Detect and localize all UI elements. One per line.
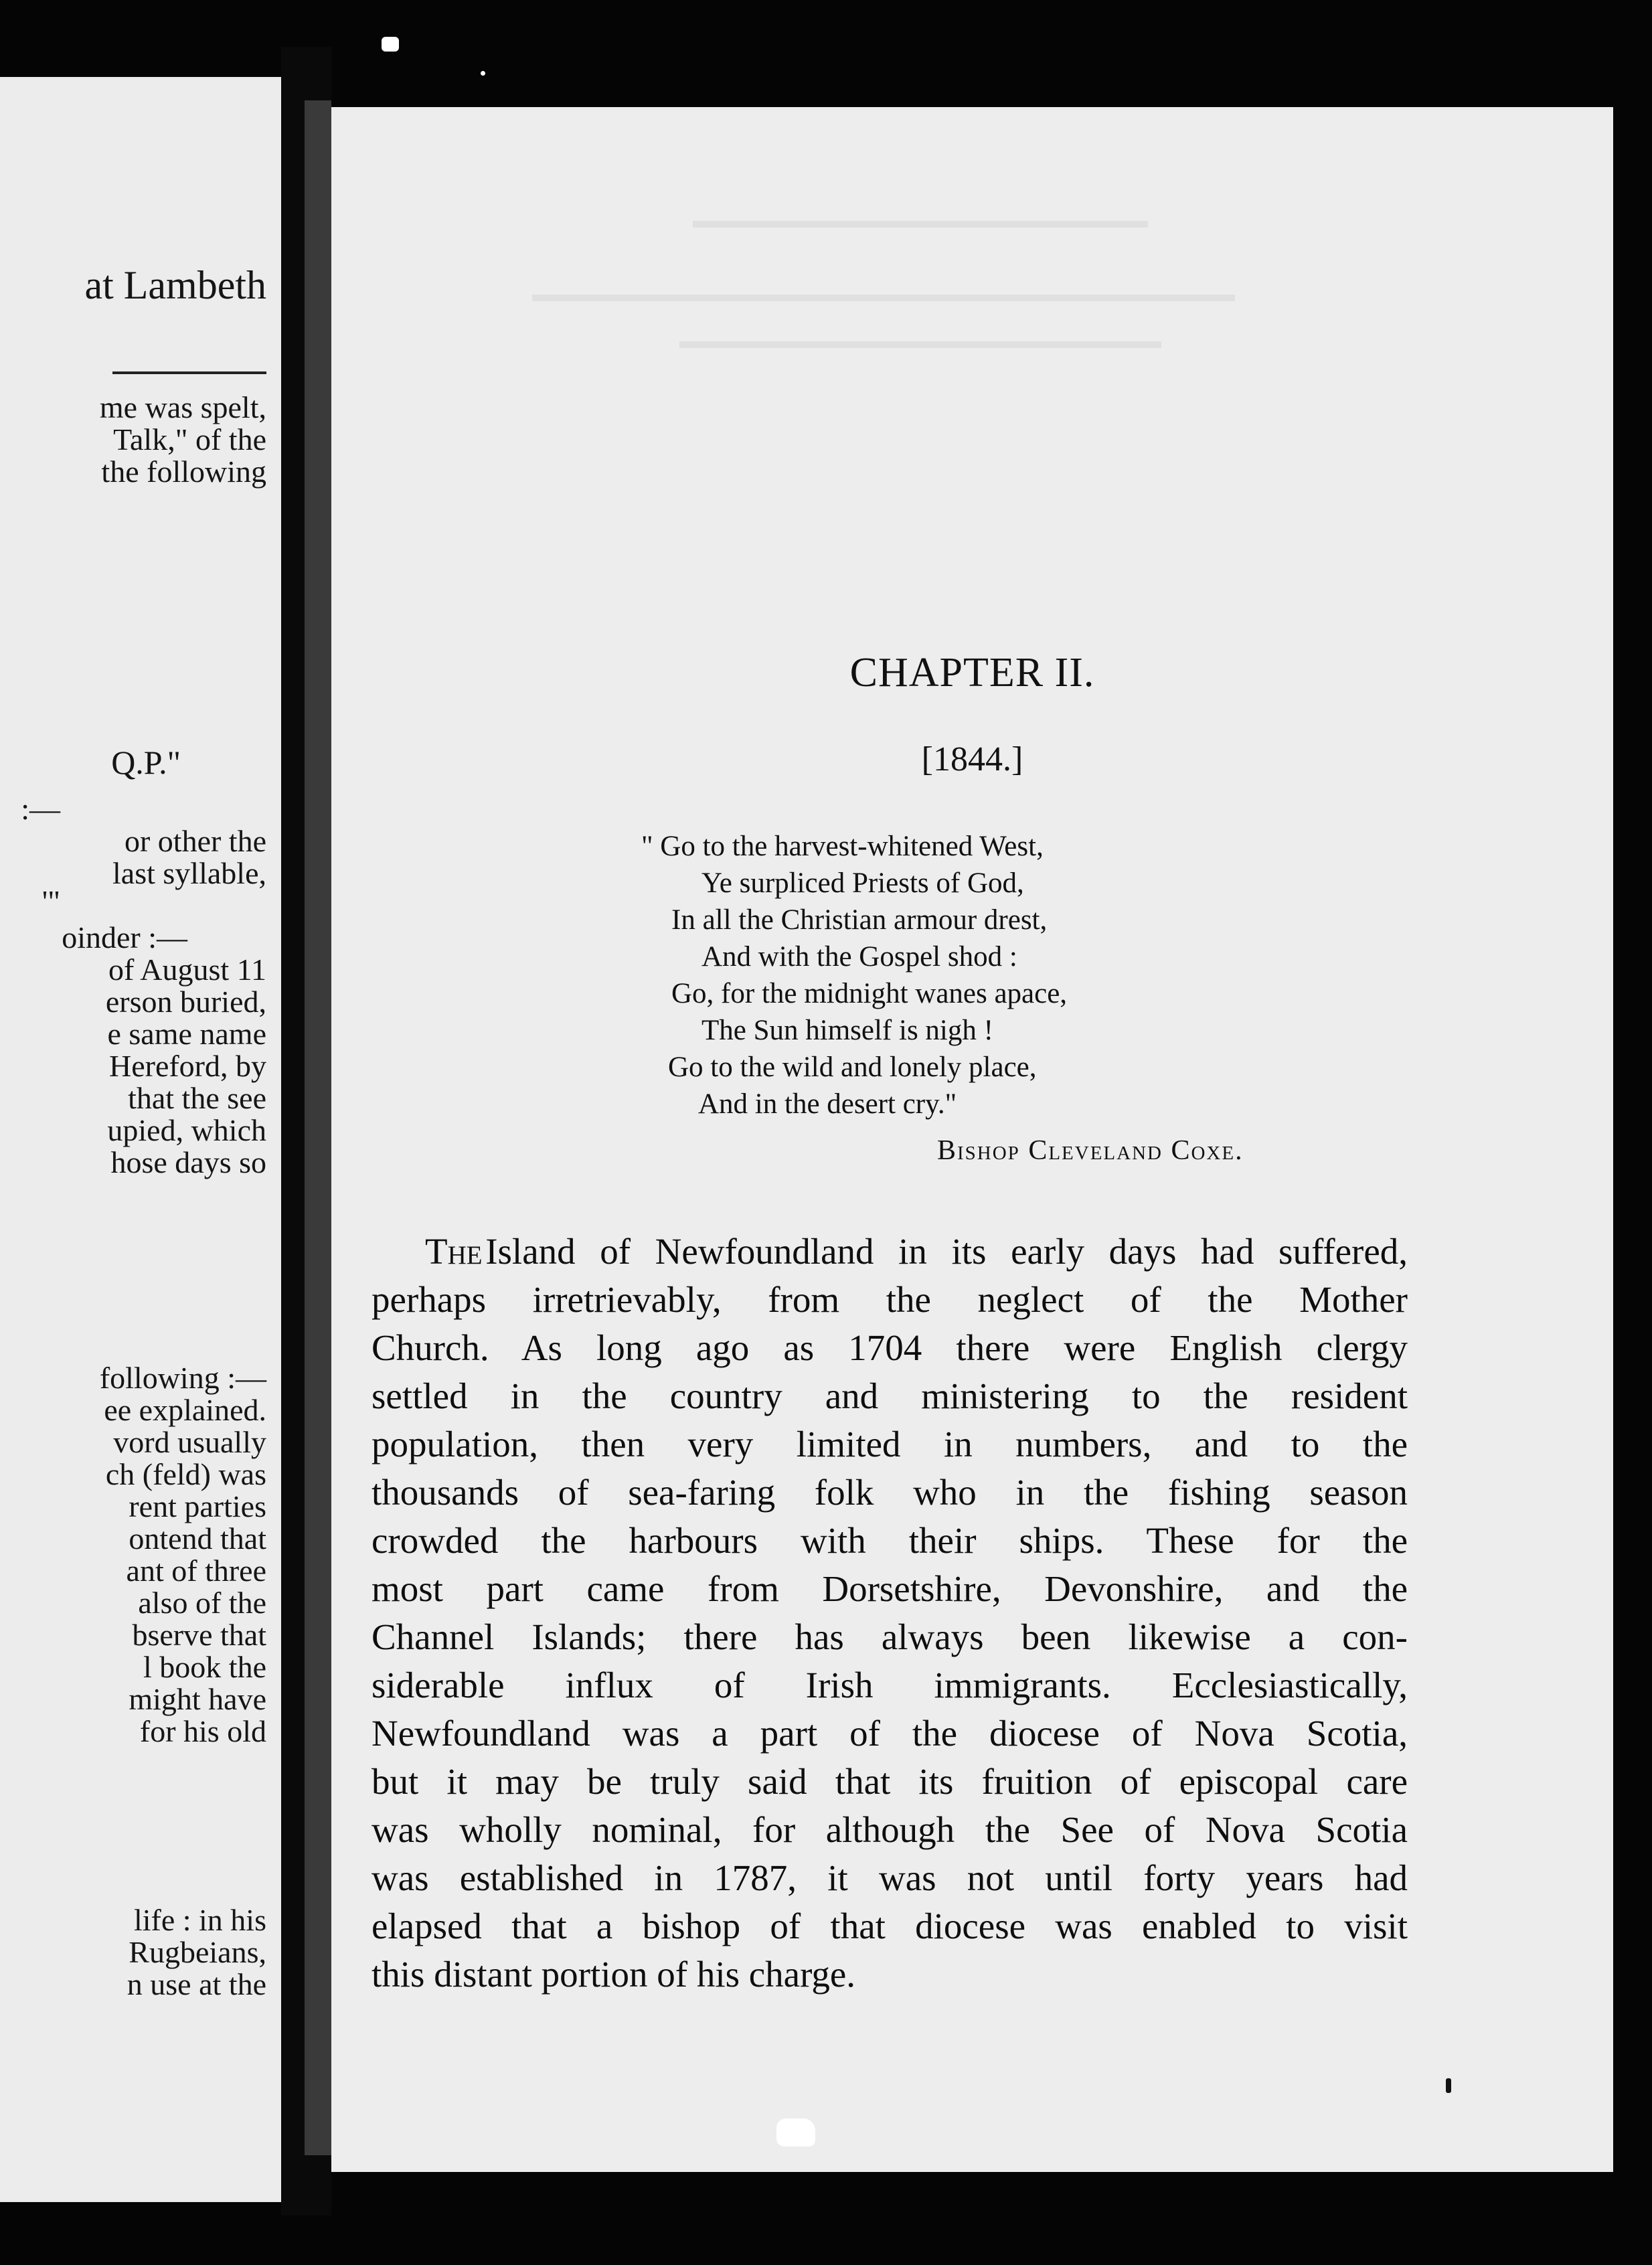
left-page-line: also of the — [138, 1586, 266, 1620]
body-line: siderable influx of Irish immigrants. Ecclesiastically, — [371, 1665, 1408, 1705]
verse-line: " Go to the harvest-whitened West, — [641, 831, 1044, 862]
scan-speck — [382, 37, 399, 52]
left-page-line: life : in his — [133, 1903, 266, 1937]
bleed-through-mark — [693, 221, 1148, 228]
left-page-line: of August 11 — [108, 952, 266, 987]
left-page-heading: at Lambeth — [84, 263, 266, 307]
verse-line: And in the desert cry." — [698, 1088, 957, 1120]
book-gutter-shadow — [305, 100, 331, 2155]
left-page-line: following :— — [99, 1361, 266, 1395]
left-page-line: e same name — [107, 1017, 266, 1051]
body-line: perhaps irretrievably, from the neglect of the Mother — [371, 1279, 1408, 1320]
bleed-through-mark — [679, 341, 1161, 348]
verse-line: Ye surpliced Priests of God, — [701, 867, 1024, 899]
body-line: Channel Islands; there has always been likewise a con- — [371, 1616, 1408, 1657]
left-page-line: might have — [129, 1682, 266, 1716]
verse-line: Go, for the midnight wanes apace, — [671, 978, 1068, 1009]
left-page-line: ant of three — [126, 1554, 266, 1588]
left-page-line: rent parties — [129, 1489, 266, 1523]
right-page — [331, 107, 1613, 2172]
left-page-line: last syllable, — [112, 856, 266, 890]
left-page-line: upied, which — [107, 1113, 266, 1147]
left-page-line: erson buried, — [105, 985, 266, 1019]
chapter-title: CHAPTER II. — [849, 650, 1095, 695]
left-page-line: hose days so — [110, 1145, 266, 1179]
body-line: but it may be truly said that its fruition of episcopal care — [371, 1761, 1408, 1802]
body-line: thousands of sea-faring folk who in the fishing season — [371, 1472, 1408, 1513]
body-line: was established in 1787, it was not until forty years had — [371, 1857, 1408, 1898]
body-line — [425, 1232, 1408, 1272]
left-page-line: me was spelt, — [99, 390, 266, 424]
verse-line: In all the Christian armour drest, — [671, 904, 1048, 936]
verse-line: The Sun himself is nigh ! — [701, 1015, 993, 1046]
left-page-line: Talk," of the — [113, 422, 266, 456]
left-page-line: ee explained. — [104, 1393, 266, 1427]
left-page-line: Rugbeians, — [129, 1935, 266, 1969]
ink-speck — [1446, 2078, 1451, 2093]
verse-line: Go to the wild and lonely place, — [668, 1052, 1037, 1083]
body-line: Newfoundland was a part of the diocese of Nova Scotia, — [371, 1713, 1408, 1754]
left-page-line: ch (feld) was — [105, 1457, 266, 1491]
left-page-line: :— — [21, 792, 60, 826]
left-page-line: Hereford, by — [108, 1049, 266, 1083]
bleed-through-mark — [532, 295, 1235, 301]
verse-line: And with the Gospel shod : — [701, 941, 1017, 973]
left-page-line: or other the — [124, 824, 266, 858]
left-facing-page — [0, 77, 281, 2202]
left-page-line: '" — [42, 884, 60, 918]
left-page-rule — [112, 371, 266, 374]
left-page-line: Q.P." — [111, 744, 181, 781]
left-page-line: vord usually — [113, 1425, 266, 1459]
left-page-line: n use at the — [127, 1967, 266, 2001]
body-line: was wholly nominal, for although the See of Nova Scotia — [371, 1809, 1408, 1850]
body-line: Church. As long ago as 1704 there were English clergy — [371, 1327, 1408, 1368]
left-page-line: that the see — [128, 1081, 266, 1115]
left-page-line: for his old — [139, 1714, 266, 1748]
lead-word: The — [425, 1231, 483, 1272]
scan-speck — [776, 2118, 815, 2147]
left-page-line: bserve that — [132, 1618, 266, 1652]
body-line: this distant portion of his charge. — [371, 1954, 856, 1995]
left-page-line: the following — [101, 454, 266, 489]
scan-speck — [481, 71, 485, 76]
left-page-line: l book the — [143, 1650, 266, 1684]
body-line: most part came from Dorsetshire, Devonshire, and the — [371, 1568, 1408, 1609]
body-line: population, then very limited in numbers, and to the — [371, 1424, 1408, 1464]
body-line: elapsed that a bishop of that diocese was enabled to visit — [371, 1906, 1408, 1946]
chapter-year: [1844.] — [921, 740, 1023, 778]
body-line: settled in the country and ministering to the resident — [371, 1375, 1408, 1416]
body-line: crowded the harbours with their ships. These for the — [371, 1520, 1408, 1561]
left-page-line: oinder :— — [62, 920, 187, 954]
body-line-text: Island of Newfoundland in its early days had suffered, — [485, 1231, 1408, 1272]
verse-attribution: Bishop Cleveland Coxe. — [937, 1135, 1244, 1166]
left-page-line: ontend that — [129, 1521, 266, 1556]
